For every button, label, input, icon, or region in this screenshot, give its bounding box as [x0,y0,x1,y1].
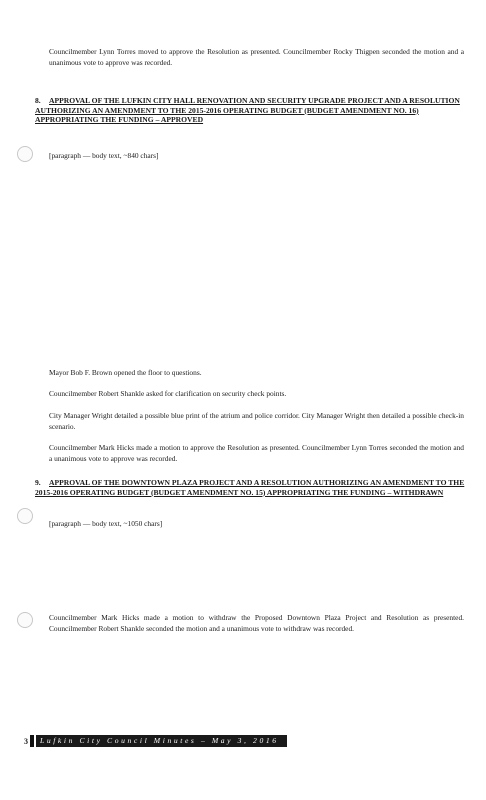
agenda-item-9-title: APPROVAL OF THE DOWNTOWN PLAZA PROJECT AND A RESOLUTION AUTHORIZING AN AMENDMENT TO THE 2015-2016 OPERATING BUDGET (BUDGET AMENDMENT NO. 15) APPROPRIATING THE FUNDING – WITHDRAWN [35,478,465,497]
agenda-item-9-heading [35,478,465,497]
agenda-item-9-number: 9. [35,478,41,487]
page-number: 3 [24,736,28,746]
agenda-item-8-paragraph-5: Councilmember Mark Hicks made a motion to approve the Resolution as presented. Councilmember Lynn Torres seconded the motion and a unanimous vote to approve was recorded. [49,443,464,463]
agenda-item-8-paragraph-2: Mayor Bob F. Brown opened the floor to questions. [49,368,202,377]
radio-circle-icon[interactable] [17,508,33,524]
agenda-item-9-paragraph-2: Councilmember Mark Hicks made a motion to withdraw the Proposed Downtown Plaza Project and Resolution as presented. Councilmember Robert Shankle seconded the motion and a unanimous vote to withdraw was recorded. [49,613,464,633]
agenda-item-8-paragraph-3: Councilmember Robert Shankle asked for clarification on security check points. [49,389,287,398]
agenda-item-8-paragraph-4: City Manager Wright detailed a possible blue print of the atrium and police corridor. City Manager Wright then detailed a possible check-in scenario. [49,411,464,431]
footer-divider [30,735,34,747]
agenda-item-8-title: APPROVAL OF THE LUFKIN CITY HALL RENOVATION AND SECURITY UPGRADE PROJECT AND A RESOLUTION AUTHORIZING AN AMENDMENT TO THE 2015-2016 OPERATING BUDGET (BUDGET AMENDMENT NO. 16) APPROPRIATING THE FUNDING – APPROVED [35,96,460,125]
agenda-item-9-paragraph-1: [paragraph — body text, ~1050 chars] [49,519,163,528]
agenda-item-8-number: 8. [35,96,41,105]
page-footer [24,735,287,747]
radio-circle-icon[interactable] [17,146,33,162]
agenda-item-8-paragraph-1: [paragraph — body text, ~840 chars] [49,151,159,160]
footer-title: Lufkin City Council Minutes – May 3, 2016 [36,735,287,747]
intro-paragraph: Councilmember Lynn Torres moved to approve the Resolution as presented. Councilmember Rocky Thigpen seconded the motion and a unanimous vote to approve was recorded. [49,47,464,67]
agenda-item-8-heading [35,96,465,125]
radio-circle-icon[interactable] [17,612,33,628]
